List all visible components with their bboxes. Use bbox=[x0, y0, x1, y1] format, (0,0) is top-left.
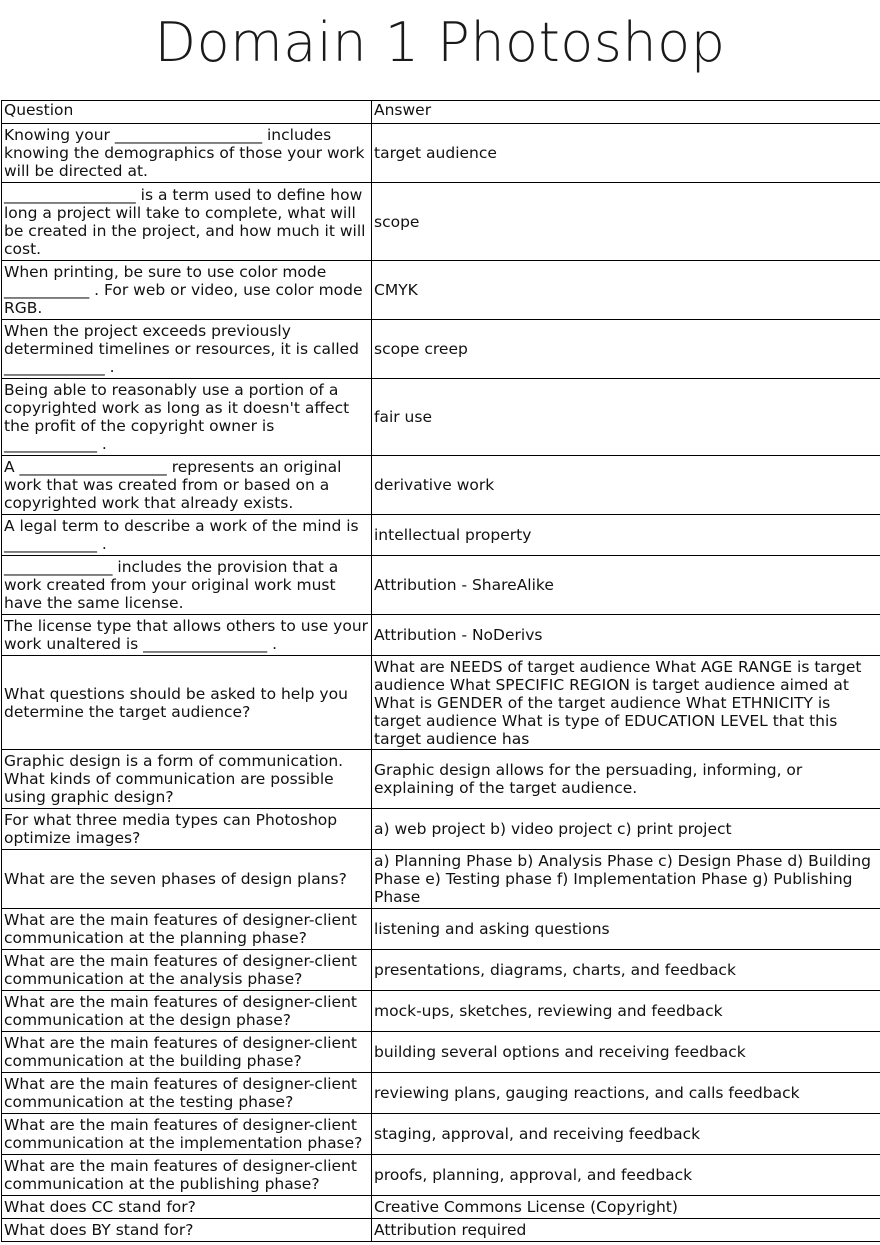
answer-cell: a) web project b) video project c) print project bbox=[372, 809, 880, 850]
table-row bbox=[2, 1196, 880, 1219]
answer-cell: staging, approval, and receiving feedback bbox=[372, 1114, 880, 1155]
table-row bbox=[2, 261, 880, 320]
table-row bbox=[2, 809, 880, 850]
question-cell: A legal term to describe a work of the mind is ____________ . bbox=[2, 515, 372, 556]
answer-cell: proofs, planning, approval, and feedback bbox=[372, 1155, 880, 1196]
question-cell: What are the main features of designer-client communication at the building phase? bbox=[2, 1032, 372, 1073]
table-row bbox=[2, 615, 880, 656]
question-cell: What are the main features of designer-client communication at the design phase? bbox=[2, 991, 372, 1032]
table-row bbox=[2, 515, 880, 556]
question-cell: What are the seven phases of design plans? bbox=[2, 850, 372, 909]
answer-cell: a) Planning Phase b) Analysis Phase c) Design Phase d) Building Phase e) Testing phase f) Implementation Phase g) Publishing Phase bbox=[372, 850, 880, 909]
question-cell: ______________ includes the provision that a work created from your original work must have the same license. bbox=[2, 556, 372, 615]
table-row bbox=[2, 656, 880, 750]
answer-cell: mock-ups, sketches, reviewing and feedback bbox=[372, 991, 880, 1032]
answer-cell: CMYK bbox=[372, 261, 880, 320]
answer-cell: scope creep bbox=[372, 320, 880, 379]
question-cell: The license type that allows others to use your work unaltered is ________________ . bbox=[2, 615, 372, 656]
answer-cell: presentations, diagrams, charts, and feedback bbox=[372, 950, 880, 991]
question-cell: Being able to reasonably use a portion of a copyrighted work as long as it doesn't affect the profit of the copyright owner is ____________ . bbox=[2, 379, 372, 456]
question-cell: A ___________________ represents an original work that was created from or based on a copyrighted work that already exists. bbox=[2, 456, 372, 515]
table-row bbox=[2, 379, 880, 456]
page-title: Domain 1 Photoshop bbox=[154, 11, 726, 74]
question-cell: What are the main features of designer-client communication at the testing phase? bbox=[2, 1073, 372, 1114]
table-row bbox=[2, 909, 880, 950]
answer-cell: Attribution - NoDerivs bbox=[372, 615, 880, 656]
question-cell: What does BY stand for? bbox=[2, 1219, 372, 1242]
table-row bbox=[2, 1219, 880, 1242]
answer-cell: intellectual property bbox=[372, 515, 880, 556]
answer-cell: listening and asking questions bbox=[372, 909, 880, 950]
table-row bbox=[2, 183, 880, 261]
table-row bbox=[2, 320, 880, 379]
question-cell: When the project exceeds previously determined timelines or resources, it is called _____________ . bbox=[2, 320, 372, 379]
answer-cell: Attribution required bbox=[372, 1219, 880, 1242]
table-row bbox=[2, 556, 880, 615]
answer-cell: fair use bbox=[372, 379, 880, 456]
question-cell: What are the main features of designer-client communication at the planning phase? bbox=[2, 909, 372, 950]
answer-cell: derivative work bbox=[372, 456, 880, 515]
answer-cell: What are NEEDS of target audience What AGE RANGE is target audience What SPECIFIC REGION is target audience aimed at What is GENDER of the target audience What ETHNICITY is target audience What is type of EDUCATION LEVEL that this target audience has bbox=[372, 656, 880, 750]
table-row bbox=[2, 991, 880, 1032]
table-row bbox=[2, 456, 880, 515]
table-row bbox=[2, 850, 880, 909]
question-cell: What does CC stand for? bbox=[2, 1196, 372, 1219]
table-row bbox=[2, 1073, 880, 1114]
answer-cell: Attribution - ShareAlike bbox=[372, 556, 880, 615]
question-cell: What are the main features of designer-client communication at the analysis phase? bbox=[2, 950, 372, 991]
question-cell: When printing, be sure to use color mode ___________ . For web or video, use color mode RGB. bbox=[2, 261, 372, 320]
header-question: Question bbox=[2, 101, 372, 124]
question-cell: For what three media types can Photoshop optimize images? bbox=[2, 809, 372, 850]
table-row bbox=[2, 950, 880, 991]
answer-cell: target audience bbox=[372, 124, 880, 183]
answer-cell: Graphic design allows for the persuading, informing, or explaining of the target audience. bbox=[372, 750, 880, 809]
table-row bbox=[2, 1155, 880, 1196]
answer-cell: scope bbox=[372, 183, 880, 261]
table-row bbox=[2, 124, 880, 183]
table-row bbox=[2, 1032, 880, 1073]
question-cell: Graphic design is a form of communication. What kinds of communication are possible using graphic design? bbox=[2, 750, 372, 809]
question-cell: What are the main features of designer-client communication at the publishing phase? bbox=[2, 1155, 372, 1196]
question-cell: What questions should be asked to help you determine the target audience? bbox=[2, 656, 372, 750]
answer-cell: reviewing plans, gauging reactions, and calls feedback bbox=[372, 1073, 880, 1114]
answer-cell: Creative Commons License (Copyright) bbox=[372, 1196, 880, 1219]
question-cell: Knowing your ___________________ includes knowing the demographics of those your work will be directed at. bbox=[2, 124, 372, 183]
table-header-row bbox=[2, 101, 880, 124]
question-cell: What are the main features of designer-client communication at the implementation phase? bbox=[2, 1114, 372, 1155]
answer-cell: building several options and receiving feedback bbox=[372, 1032, 880, 1073]
question-cell: _________________ is a term used to define how long a project will take to complete, what will be created in the project, and how much it will cost. bbox=[2, 183, 372, 261]
table-row bbox=[2, 1114, 880, 1155]
table-row bbox=[2, 750, 880, 809]
qa-table bbox=[1, 100, 880, 1242]
header-answer: Answer bbox=[372, 101, 880, 124]
